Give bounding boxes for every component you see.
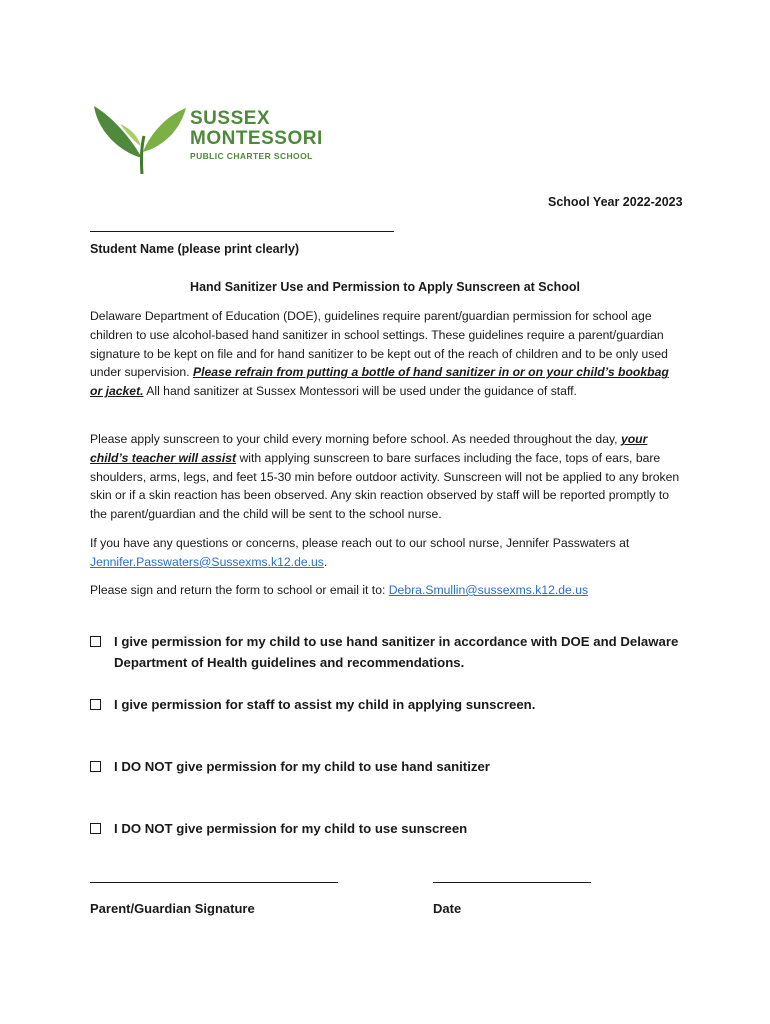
parent-signature-label: Parent/Guardian Signature xyxy=(90,901,255,916)
nurse-email-link[interactable]: Jennifer.Passwaters@Sussexms.k12.de.us xyxy=(90,554,324,569)
contact-text-end: . xyxy=(323,554,328,569)
form-title: Hand Sanitizer Use and Permission to Apply Sunscreen at School xyxy=(190,280,580,294)
checkbox-sunscreen-permission[interactable] xyxy=(90,699,101,710)
date-label: Date xyxy=(433,901,462,916)
sanitizer-paragraph xyxy=(90,307,682,401)
return-email-link[interactable]: Debra.Smullin@sussexms.k12.de.us xyxy=(388,583,589,597)
date-line[interactable] xyxy=(433,882,591,883)
checkbox-no-sanitizer[interactable] xyxy=(90,761,101,772)
sanitizer-text-end: All hand sanitizer at Sussex Montessori will be used under the guidance of staff. xyxy=(143,384,577,399)
student-name-label: Student Name (please print clearly) xyxy=(90,242,300,256)
sunscreen-text-end: with applying sunscreen to bare surfaces including the face, tops of ears, bare shoulders, arms, legs, and feet 15-30 min before outdoor activity. Sunscreen will not be applied to any broken skin or if a skin reaction has been observed. Any skin reaction observed by staff will be reported promptly to the parent/guardian and the child will be sent to the school nurse. xyxy=(90,450,680,522)
sunscreen-paragraph xyxy=(90,430,682,524)
checkbox-sanitizer-permission[interactable] xyxy=(90,636,101,647)
sanitizer-warning: Please refrain from putting a bottle of hand sanitizer in or on your child’s bookbag or jacket. xyxy=(90,365,669,399)
sunscreen-emphasis: your child’s teacher will assist xyxy=(90,432,648,465)
parent-signature-line[interactable] xyxy=(90,882,338,883)
contact-text: If you have any questions or concerns, please reach out to our school nurse, Jennifer Passwaters at xyxy=(90,536,630,550)
contact-paragraph xyxy=(90,534,682,572)
option-sunscreen-permission xyxy=(90,694,690,715)
option-label: I DO NOT give permission for my child to use hand sanitizer xyxy=(114,759,490,774)
logo-wordmark xyxy=(190,109,323,161)
option-no-sanitizer xyxy=(90,756,690,777)
student-name-line[interactable] xyxy=(90,231,394,232)
option-label: I DO NOT give permission for my child to use sunscreen xyxy=(114,821,468,836)
return-text: Please sign and return the form to school or email it to: xyxy=(90,583,389,597)
sunscreen-text: Please apply sunscreen to your child every morning before school. As needed throughout the day, xyxy=(90,432,621,446)
leaf-logo-icon xyxy=(92,100,188,176)
checkbox-no-sunscreen[interactable] xyxy=(90,823,101,834)
option-label: I give permission for staff to assist my child in applying sunscreen. xyxy=(114,697,536,712)
option-sanitizer-permission xyxy=(90,631,690,673)
logo-line-sussex: SUSSEX xyxy=(190,108,271,129)
school-logo xyxy=(92,100,332,176)
return-paragraph xyxy=(90,581,682,600)
option-label: I give permission for my child to use hand sanitizer in accordance with DOE and Delaware Department of Health guidelines and recommendations. xyxy=(114,634,679,670)
school-year: School Year 2022-2023 xyxy=(548,195,683,209)
sanitizer-text: Delaware Department of Education (DOE), guidelines require parent/guardian permission for school age children to use alcohol-based hand sanitizer in school settings. These guidelines require a parent/guardian signature to be kept on file and for hand sanitizer to be kept out of the reach of children and to be only used under supervision. xyxy=(90,309,668,380)
option-no-sunscreen xyxy=(90,818,690,839)
logo-line-charter: PUBLIC CHARTER SCHOOL xyxy=(190,151,313,161)
logo-line-montessori: MONTESSORI xyxy=(190,128,323,149)
